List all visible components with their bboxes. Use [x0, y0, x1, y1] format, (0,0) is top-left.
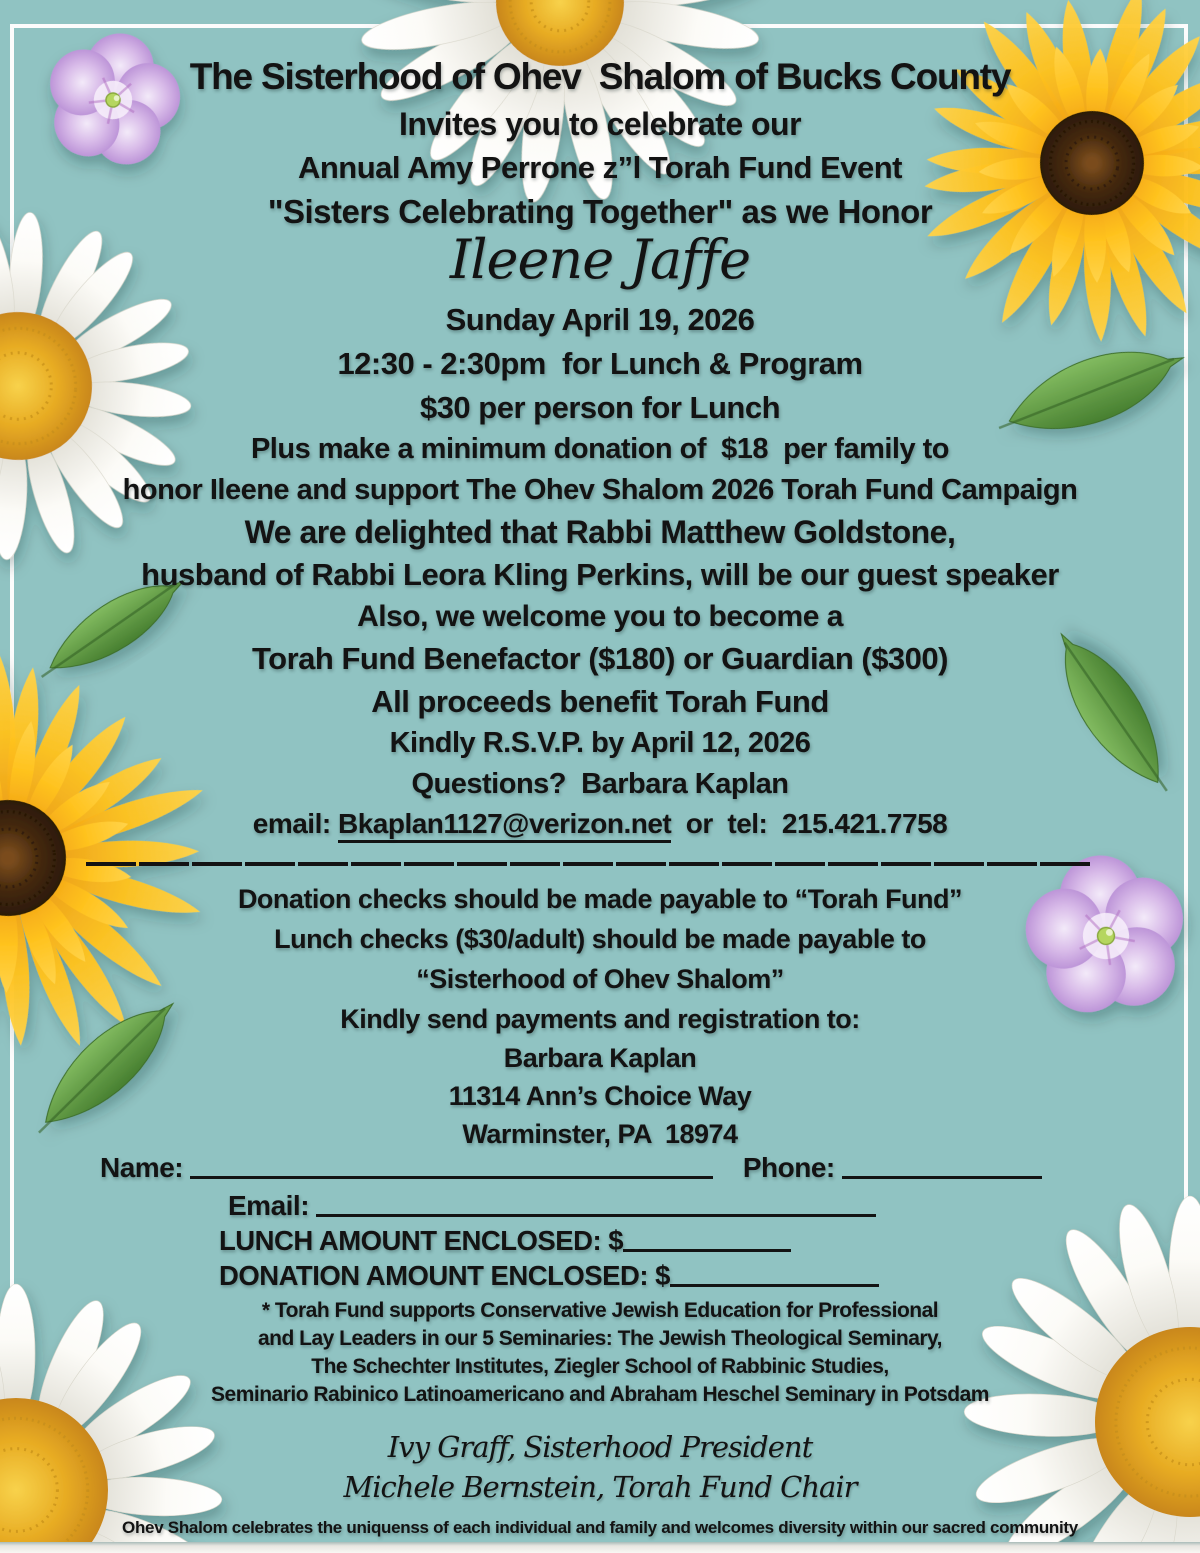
signature-president: Ivy Graff, Sisterhood President [387, 1430, 813, 1464]
donation-amount-row [219, 1256, 879, 1292]
payment-line-4: Kindly send payments and registration to: [340, 1004, 860, 1034]
donation-amount-field [670, 1284, 879, 1287]
event-date: Sunday April 19, 2026 [445, 302, 755, 337]
become-line-1: Also, we welcome you to become a [357, 600, 843, 633]
event-time: 12:30 - 2:30pm for Lunch & Program [337, 346, 863, 381]
name-label: Name: [100, 1152, 191, 1183]
title-line-3: Annual Amy Perrone z”l Torah Fund Event [297, 150, 902, 185]
name-phone-row [100, 1146, 1042, 1184]
payment-line-1: Donation checks should be made payable to “Torah Fund” [237, 884, 963, 914]
payment-line-2: Lunch checks ($30/adult) should be made payable to [274, 924, 926, 954]
payment-address-2: Warminster, PA 18974 [462, 1119, 738, 1149]
payment-recipient: Barbara Kaplan [503, 1043, 697, 1073]
rsvp-line: Kindly R.S.V.P. by April 12, 2026 [389, 727, 811, 759]
title-line-4: "Sisters Celebrating Together" as we Honor [267, 193, 933, 230]
donation-amount-label: DONATION AMOUNT ENCLOSED: $ [219, 1260, 670, 1291]
lunch-amount-row [219, 1221, 791, 1257]
phone-field [842, 1176, 1042, 1179]
proceeds-line: All proceeds benefit Torah Fund [371, 684, 829, 719]
phone-label: Phone: [742, 1152, 842, 1183]
email-row [228, 1184, 876, 1222]
donation-line-1: Plus make a minimum donation of $18 per family to [250, 433, 950, 465]
footnote-line-4: Seminario Rabinico Latinoamericano and Abraham Heschel Seminary in Potsdam [211, 1383, 989, 1406]
separator-line [86, 862, 1090, 866]
email-field [316, 1214, 876, 1217]
contact-suffix: or tel: 215.421.7758 [671, 808, 948, 839]
name-field [190, 1176, 712, 1179]
contact-email-link[interactable]: Bkaplan1127@verizon.net [338, 808, 671, 843]
inclusion-statement: Ohev Shalom celebrates the uniquenss of each individual and family and welcomes diversity within our sacred community [122, 1518, 1078, 1537]
contact-prefix: email: [252, 808, 338, 839]
bottom-edge-strip [0, 1542, 1200, 1553]
payment-line-3: “Sisterhood of Ohev Shalom” [416, 964, 784, 994]
event-price: $30 per person for Lunch [419, 390, 781, 425]
donation-line-2: honor Ileene and support The Ohev Shalom 2026 Torah Fund Campaign [122, 474, 1078, 506]
lunch-amount-label: LUNCH AMOUNT ENCLOSED: $ [219, 1225, 624, 1256]
contact-line [0, 808, 1200, 840]
signature-chair: Michele Bernstein, Torah Fund Chair [343, 1470, 857, 1504]
title-line-1: The Sisterhood of Ohev Shalom of Bucks County [189, 56, 1011, 97]
speaker-line-2: husband of Rabbi Leora Kling Perkins, will be our guest speaker [141, 557, 1059, 592]
speaker-line-1: We are delighted that Rabbi Matthew Goldstone, [244, 514, 956, 550]
lunch-amount-field [623, 1249, 791, 1252]
payment-address-1: 11314 Ann’s Choice Way [448, 1081, 752, 1111]
footnote-line-1: * Torah Fund supports Conservative Jewish Education for Professional [261, 1299, 939, 1322]
footnote-line-3: The Schechter Institutes, Ziegler School of Rabbinic Studies, [311, 1355, 889, 1378]
questions-line: Questions? Barbara Kaplan [411, 768, 789, 800]
email-label: Email: [228, 1190, 317, 1221]
footnote-line-2: and Lay Leaders in our 5 Seminaries: The Jewish Theological Seminary, [257, 1327, 942, 1350]
become-line-2: Torah Fund Benefactor ($180) or Guardian ($300) [252, 641, 948, 676]
title-line-2: Invites you to celebrate our [398, 106, 802, 142]
honoree-name: Ileene Jaffe [449, 228, 751, 291]
